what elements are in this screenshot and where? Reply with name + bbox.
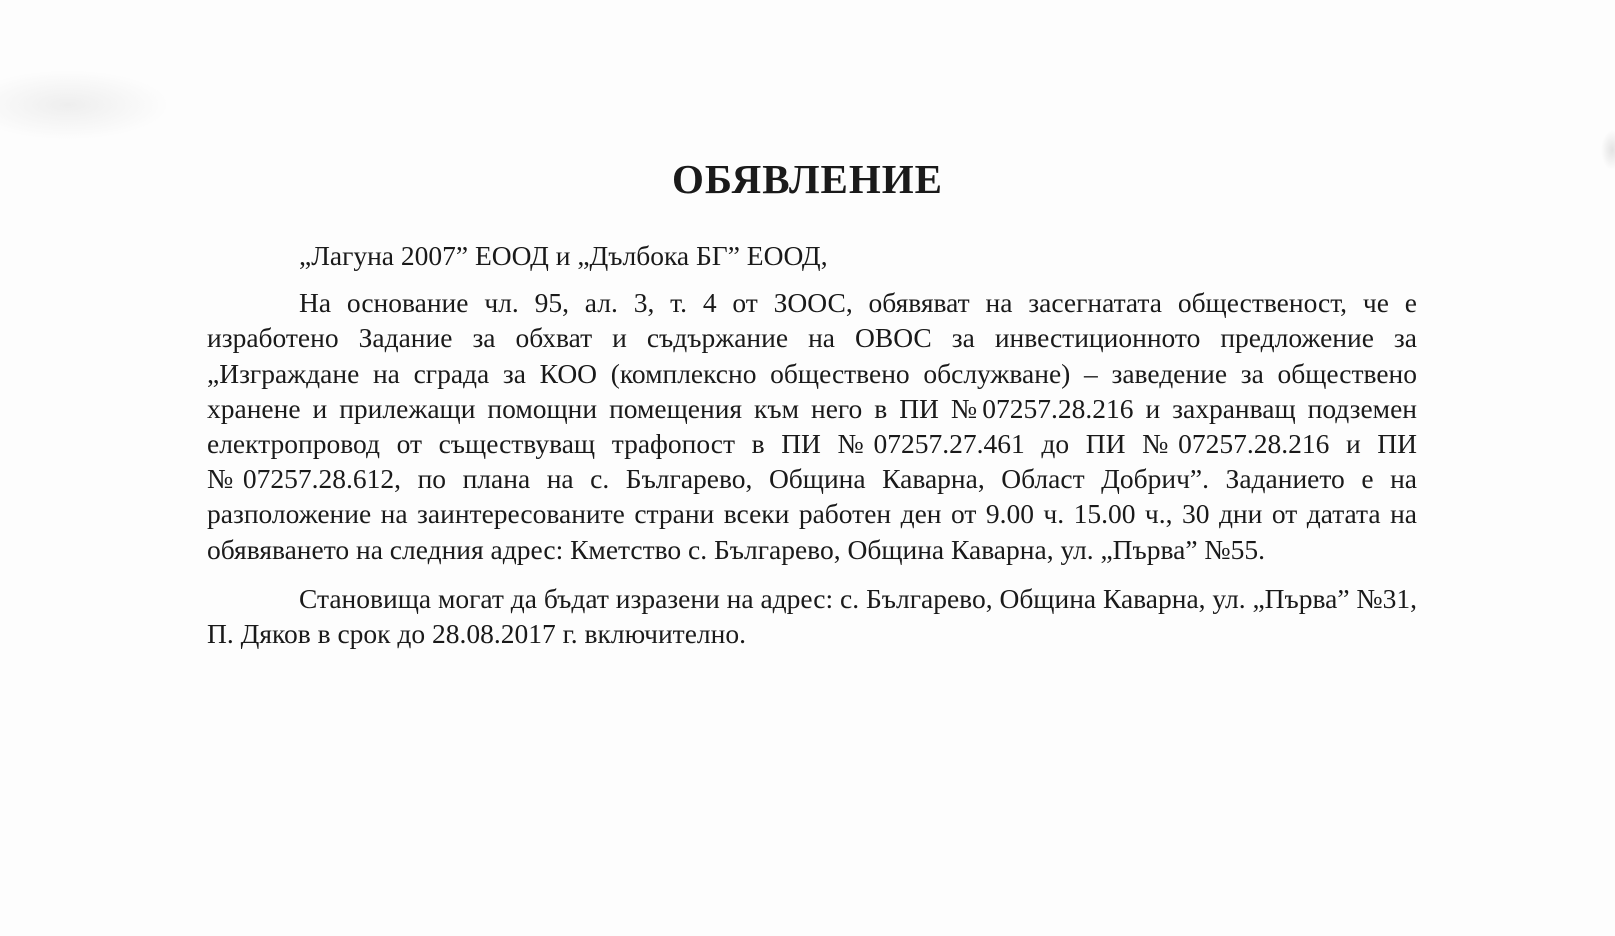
closing-paragraph: Становища могат да бъдат изразени на адрес: с. Българево, Община Каварна, ул. „Първа” №31, П. Дяков в срок до 28.08.2017 г. включително. [207, 582, 1418, 650]
scan-artifact [0, 70, 170, 140]
document-body [207, 238, 1417, 651]
document-title: ОБЯВЛЕНИЕ [671, 156, 944, 202]
main-paragraph: На основание чл. 95, ал. 3, т. 4 от ЗООС, обявяват на засегнатата общественост, че е изработено Задание за обхват и съдържание на ОВОС за инвестиционното предложение за „Изграждане на сграда за КОО (комплексно обществено обслужване) – заведение за обществено хранене и прилежащи помощни помещения към него в ПИ №07257.28.216 и захранващ подземен електропровод от съществуващ трафопост в ПИ №07257.27.461 до ПИ №07257.28.216 и ПИ №07257.28.612, по плана на с. Българево, Община Каварна, Област Добрич”. Заданието е на разположение на заинтересованите страни всеки работен ден от 9.00 ч. 15.00 ч., 30 дни от датата на обявяването на следния адрес: Кметство с. Българево, Община Каварна, ул. „Първа” №55. [207, 287, 1417, 565]
intro-paragraph: „Лагуна 2007” ЕООД и „Дълбока БГ” ЕООД, [299, 240, 828, 271]
